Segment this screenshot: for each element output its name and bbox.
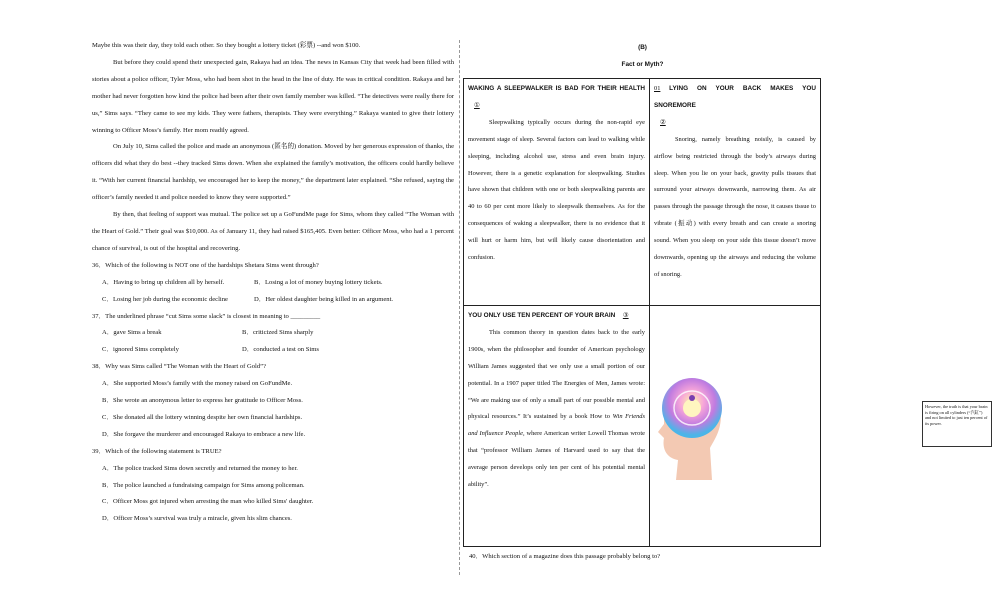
fact-myth-table <box>463 78 988 547</box>
head-illustration <box>654 368 727 484</box>
cell-brain <box>464 306 650 546</box>
body-text: , where American writer Lowell Thomas wrote that “professor William James of Harvard used to say that the average person develops only ten per cent of his potential mental ability”. <box>468 430 645 489</box>
question-40: 40．Which section of a magazine does this passage probably belong to? <box>469 553 661 560</box>
option-d: D．Officer Moss’s survival was truly a miracle, given his slim chances. <box>102 515 292 523</box>
options-row <box>92 325 454 342</box>
cell-snoring <box>650 79 820 306</box>
option-b: B．Losing a lot of money buying lottery tickets. <box>254 278 383 286</box>
option-a: A．The police tracked Sims down secretly and returned the money to her. <box>102 464 298 472</box>
option-d: D．She forgave the murderer and encouraged Rakaya to embrace a new life. <box>102 430 306 438</box>
option-c: C．ignored Sims completely <box>102 346 179 354</box>
question-38: 38．Why was Sims called “The Woman with the Heart of Gold”? <box>92 363 267 371</box>
option-c: C．She donated all the lottery winning despite her own financial hardships. <box>102 413 303 421</box>
option-a: A．She supported Moss’s family with the money raised on GoFundMe. <box>102 380 293 388</box>
paragraph: On July 10, Sims called the police and made an anonymous (匿名的) donation. Moved by her generous expression of thanks, the officers did what they do best --they tracked Sims down. When she explained the family’s motivation, the officers could hardly believe it. “With her current financial hardship, we encouraged her to keep the money,” the department later explained. “She refused, saying the officer’s family needed it and police needed to know they were supported.” <box>92 143 454 202</box>
section-label: (B) <box>638 44 647 51</box>
question-39: 39．Which of the following statement is TRUE? <box>92 447 222 455</box>
cell-brain-illustration <box>650 306 988 546</box>
question-37: 37．The underlined phrase “cut Sims some slack” is closest in meaning to _________ <box>92 312 321 320</box>
answer-blank: ③ <box>622 312 629 319</box>
question-36: 36．Which of the following is NOT one of the hardships Shetara Sims went through? <box>92 261 319 269</box>
option-b: B．She wrote an anonymous letter to express her gratitude to Officer Moss. <box>102 397 303 405</box>
book-title: Win Friends and Influence People <box>468 413 645 438</box>
paragraph: By then, that feeling of support was mutual. The police set up a GoFundMe page for Sims, whom they called “The Woman with the Heart of Gold.” Their goal was $10,000. As of January 11, they had raised $165,405. Even better: Officer Moss, who had a 1 percent chance of survival, is out of the hospital and recovering. <box>92 211 454 252</box>
cell-number: 01 <box>654 85 661 92</box>
answer-blank: ① <box>474 101 480 109</box>
passage-title: Fact or Myth? <box>621 61 664 68</box>
option-d: D．conducted a test on Sims <box>242 346 319 354</box>
option-b: B．The police launched a fundraising campaign for Sims among policeman. <box>102 481 305 489</box>
option-a: A．Having to bring up children all by herself. <box>102 278 225 286</box>
option-c: C．Officer Moss got injured when arresting the man who killed Sims' daughter. <box>102 498 314 506</box>
cell-body: Sleepwalking typically occurs during the non-rapid eye movement stage of sleep. Several factors can lead to walking while sleeping, including alcohol use, stress and even brain injury. However, there is a genetic explanation for sleepwalking. Studies have shown that children with one or both sleepwalking parents are 40 to 60 per cent more likely to sleepwalk themselves. As for the consequences of waking a sleepwalker, there is no evidence that it will hurt or harm him, but will likely cause disorientation and confusion. <box>468 118 645 262</box>
passage-a-column <box>92 38 454 528</box>
option-d: D．Her oldest daughter being killed in an argument. <box>254 295 394 303</box>
answer-blank: ② <box>660 118 666 126</box>
cell-sleepwalker <box>464 79 650 306</box>
option-b: B．criticized Sims sharply <box>242 329 314 337</box>
cell-title: YOU ONLY USE TEN PERCENT OF YOUR BRAIN <box>468 312 616 319</box>
options-row <box>92 342 454 359</box>
paragraph: But before they could spend their unexpected gain, Rakaya had an idea. The news in Kansas City that week had been filled with stories about a police officer, Tyler Moss, who had been shot in the head in the line of duty. He was in critical condition. Rakaya and her mother had never forgotten how kind the police had been after their own family member was killed. “The detectives were really there for us,” Sims says. “They came to see my kids. They were fathers, therapists. They were everything.” Rakaya wanted to give their lottery winning to Officer Moss’s family. Her mom readily agreed. <box>92 58 454 134</box>
cell-body: Snoring, namely breathing noisily, is caused by airflow being restricted through the body’s airways during sleep. When you lie on your back, gravity pulls tissues that surround your airways downwards, narrowing them. As air passes through the passage through the nose, it causes tissue to vibrate (振动) with every breath and can create a snoring sound. When you sleep on your side this tissue doesn’t move downwards, opening up the airways and reducing the volume of snoring. <box>654 135 816 278</box>
option-a: A．gave Sims a break <box>102 329 162 337</box>
option-c: C．Losing her job during the economic decline <box>102 295 228 303</box>
cell-title: LYING ON YOUR BACK MAKES YOU SNOREMORE <box>654 85 816 109</box>
options-row <box>92 275 454 292</box>
note-box: However, the truth is that your brain is firing on all cylinders (“汽缸”) and not limited to just ten percent of its power. <box>922 401 992 447</box>
column-divider <box>459 40 460 575</box>
body-text: This common theory in question dates back to the early 1900s, when the philosopher and founder of American psychology William James suggested that we only use a small portion of our potential. In a 1907 paper titled The Energies of Men, James wrote: “We are making use of only a small part of our possible mental and physical resources.” It’s sustained by a book How to <box>468 328 645 421</box>
cell-title: WAKING A SLEEPWALKER IS BAD FOR THEIR HEALTH <box>468 85 645 92</box>
options-row <box>92 292 454 309</box>
paragraph: Maybe this was their day, they told each other. So they bought a lottery ticket (彩票) --and won $100. <box>92 42 361 49</box>
cell-body <box>468 325 645 494</box>
